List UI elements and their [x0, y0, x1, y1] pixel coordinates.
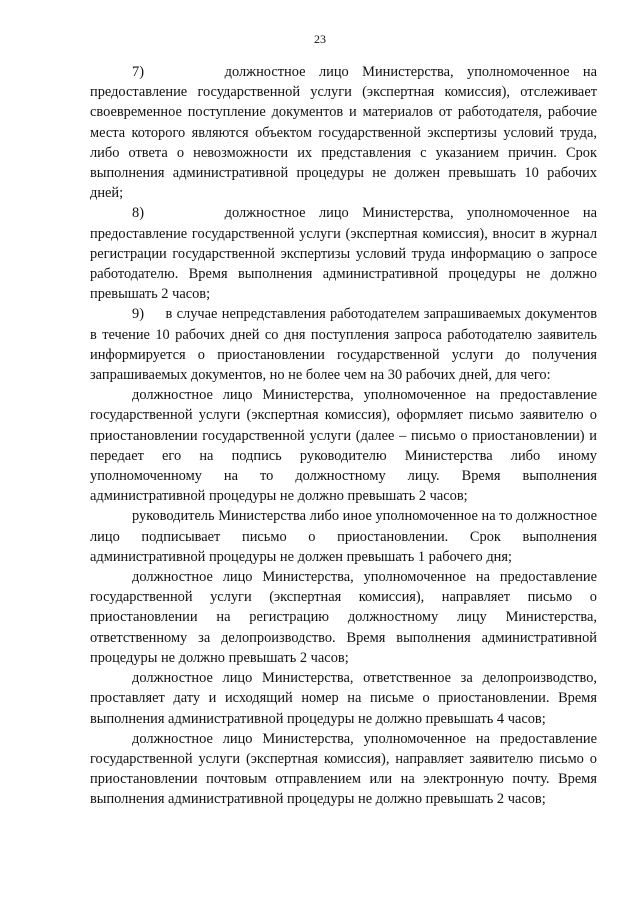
page-number: 23	[314, 32, 326, 46]
paragraph-send-to-registration: должностное лицо Министерства, уполномоченное на предоставление государственной услуги (экспертная комиссия), направляет письмо о приостановлении на регистрацию должностному лицу Министерства, ответственному за делопроизводство. Время выполнения административной процедуры не должно превышать 2 часов;	[90, 569, 597, 666]
paragraph-item-8: 8) должностное лицо Министерства, уполномоченное на предоставление государственной услуги (экспертная комиссия), вносит в журнал регистрации государственной экспертизы условий труда информацию о запросе работодателю. Время выполнения административной процедуры не должно превышать 2 часов;	[90, 205, 597, 303]
paragraph-item-7: 7) должностное лицо Министерства, уполномоченное на предоставление государственной услуги (экспертная комиссия), отслеживает своевременное поступление документов и материалов от работодателя, рабочие места которого являются объектом государственной экспертизы условий труда, либо ответа о невозможности их представления с указанием причин. Срок выполнения административной процедуры не должен превышать 10 рабочих дней;	[90, 64, 597, 202]
paragraph-sign-letter: руководитель Министерства либо иное уполномоченное на то должностное лицо подписывает письмо о приостановлении. Срок выполнения административной процедуры не должен превышать 1 рабочего дня;	[90, 508, 597, 565]
paragraph-draft-letter: должностное лицо Министерства, уполномоченное на предоставление государственной услуги (экспертная комиссия), оформляет письмо заявителю о приостановлении государственной услуги (далее – письмо о приостановлении) и передает его на подпись руководителю Министерства либо иному уполномоченному на то должностному лицу. Время выполнения административной процедуры не должно превышать 2 часов;	[90, 387, 597, 505]
document-body	[90, 62, 597, 810]
paragraph-item-9: 9) в случае непредставления работодателем запрашиваемых документов в течение 10 рабочих дней со дня поступления запроса работодателю заявитель информируется о приостановлении государственной услуги до получения запрашиваемых документов, но не более чем на 30 рабочих дней, для чего:	[90, 306, 597, 384]
paragraph-assign-number: должностное лицо Министерства, ответственное за делопроизводство, проставляет дату и исходящий номер на письме о приостановлении. Время выполнения административной процедуры не должно превышать 4 часов;	[90, 670, 597, 727]
paragraph-send-to-applicant: должностное лицо Министерства, уполномоченное на предоставление государственной услуги (экспертная комиссия), направляет заявителю письмо о приостановлении почтовым отправлением или на электронную почту. Время выполнения административной процедуры не должно превышать 2 часов;	[90, 730, 597, 808]
